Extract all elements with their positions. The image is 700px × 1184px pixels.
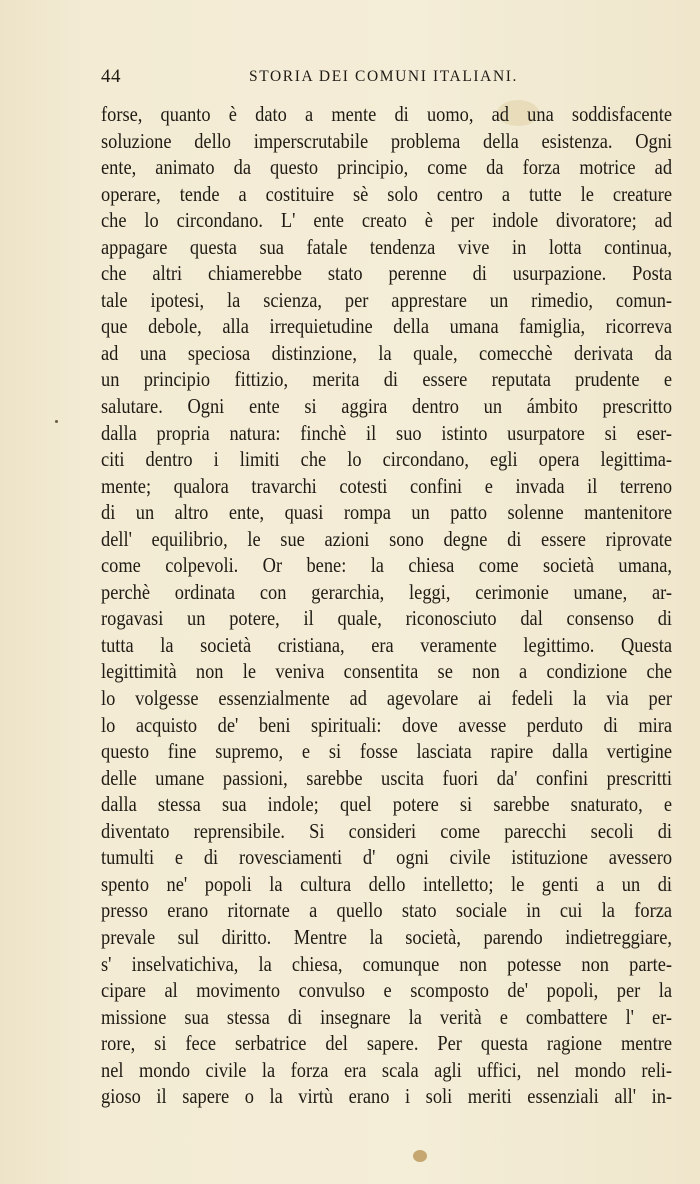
text-line: s' inselvatichiva, la chiesa, comunque non potesse non parte- <box>101 951 673 976</box>
text-line: gioso il sapere o la virtù erano i soli meriti essenziali all' in- <box>101 1084 673 1109</box>
text-line: cipare al movimento convulso e scomposto de' popoli, per la <box>101 978 673 1003</box>
text-line: questo fine supremo, e si fosse lasciata rapire dalla vertigine <box>101 739 673 764</box>
text-line: tutta la società cristiana, era veramente legittimo. Questa <box>101 632 673 657</box>
page-number: 44 <box>101 66 121 87</box>
text-line: delle umane passioni, sarebbe uscita fuori da' confini prescritti <box>101 765 673 790</box>
text-line: spento ne' popoli la cultura dello intelletto; le genti a un di <box>101 871 673 896</box>
text-line: diventato reprensibile. Si consideri come parecchi secoli di <box>101 818 673 843</box>
text-line: forse, quanto è dato a mente di uomo, ad una soddisfacente <box>101 102 673 126</box>
text-line: presso erano ritornate a quello stato sociale in cui la forza <box>101 898 673 923</box>
text-line: soluzione dello imperscrutabile problema della esistenza. Ogni <box>101 128 673 153</box>
running-title: STORIA DEI COMUNI ITALIANI. <box>249 68 518 85</box>
text-line: perchè ordinata con gerarchia, leggi, cerimonie umane, ar- <box>101 579 673 604</box>
text-line: nel mondo civile la forza era scala agli uffici, nel mondo reli- <box>101 1057 673 1082</box>
text-line: lo volgesse essenzialmente ad agevolare ai fedeli la via per <box>101 686 673 711</box>
text-line: di un altro ente, quasi rompa un patto solenne mantenitore <box>101 500 673 525</box>
text-line: dalla stessa sua indole; quel potere si sarebbe snaturato, e <box>101 792 673 817</box>
margin-speck <box>55 420 58 423</box>
text-line: rore, si fece serbatrice del sapere. Per questa ragione mentre <box>101 1031 673 1056</box>
text-line: legittimità non le veniva consentita se non a condizione che <box>101 659 673 684</box>
text-line: ad una speciosa distinzione, la quale, comecchè derivata da <box>101 340 673 365</box>
text-line: come colpevoli. Or bene: la chiesa come società umana, <box>101 553 673 578</box>
text-line: dell' equilibrio, le sue azioni sono degne di essere riprovate <box>101 526 673 551</box>
text-line: tumulti e di rovesciamenti d' ogni civile istituzione avessero <box>101 845 673 870</box>
body-text <box>101 101 672 1110</box>
ink-blot <box>413 1150 427 1162</box>
text-line: ente, animato da questo principio, come da forza motrice ad <box>101 155 673 180</box>
running-head <box>101 66 672 90</box>
text-line: un principio fittizio, merita di essere reputata prudente e <box>101 367 673 392</box>
text-line: lo acquisto de' beni spirituali: dove avesse perduto di mira <box>101 712 673 737</box>
text-line: che altri chiamerebbe stato perenne di usurpazione. Posta <box>101 261 673 286</box>
text-line: missione sua stessa di insegnare la verità e combattere l' er- <box>101 1004 673 1029</box>
text-line: salutare. Ogni ente si aggira dentro un ámbito prescritto <box>101 394 673 419</box>
text-line: che lo circondano. L' ente creato è per indole divoratore; ad <box>101 208 673 233</box>
text-line: dalla propria natura: finchè il suo istinto usurpatore si eser- <box>101 420 673 445</box>
text-line: tale ipotesi, la scienza, per apprestare un rimedio, comun- <box>101 287 673 312</box>
text-line: operare, tende a costituire sè solo centro a tutte le creature <box>101 181 673 206</box>
text-line: que debole, alla irrequietudine della umana famiglia, ricorreva <box>101 314 673 339</box>
text-line: mente; qualora travarchi cotesti confini e invada il terreno <box>101 473 673 498</box>
text-line: appagare questa sua fatale tendenza vive in lotta continua, <box>101 234 673 259</box>
text-line: citi dentro i limiti che lo circondano, egli opera legittima- <box>101 447 673 472</box>
text-line: prevale sul diritto. Mentre la società, parendo indietreggiare, <box>101 924 673 949</box>
text-line: rogavasi un potere, il quale, riconosciuto dal consenso di <box>101 606 673 631</box>
